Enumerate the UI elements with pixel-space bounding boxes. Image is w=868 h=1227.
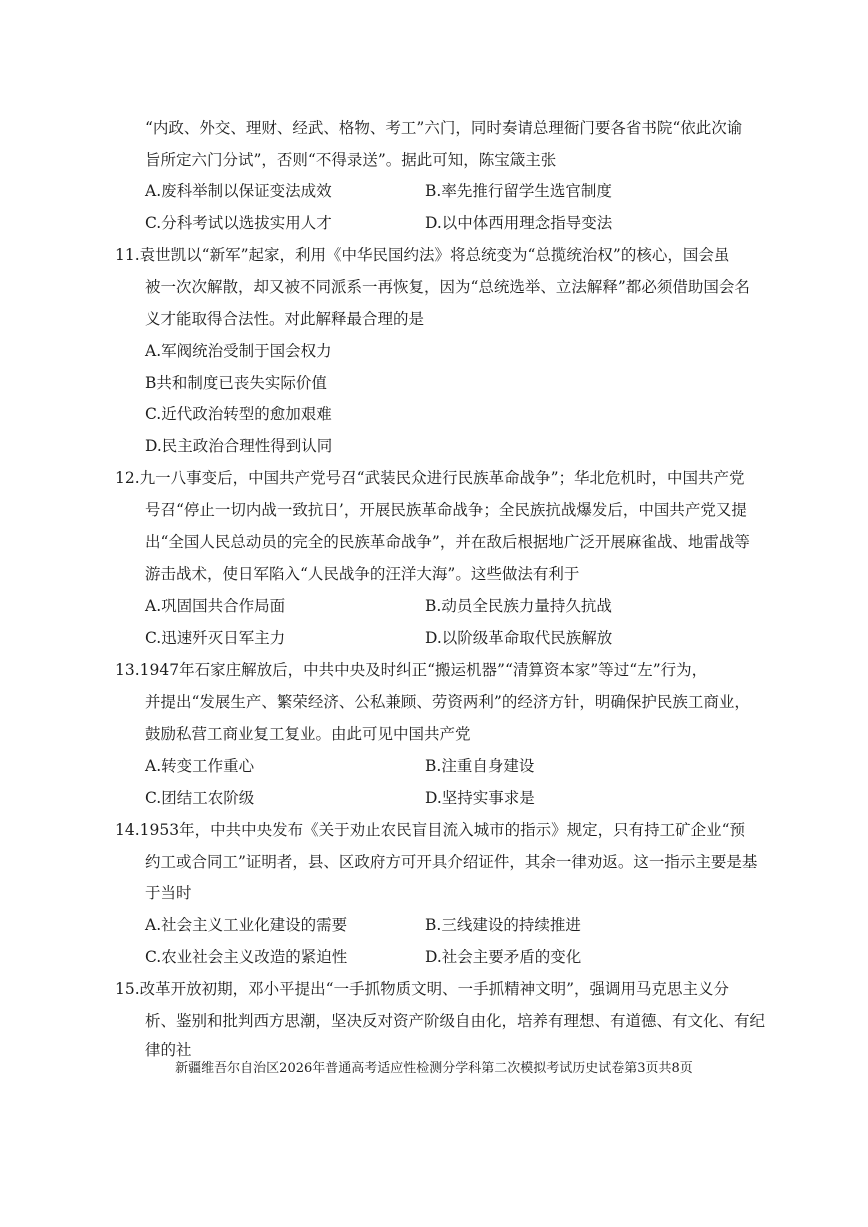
q15-text-line-3: 律的社 — [145, 1041, 192, 1059]
q14-text-line-2: 约工或合同工”证明者，县、区政府方可开具介绍证件，其余一律劝返。这一指示主要是基 — [145, 853, 758, 871]
q11-option-d: D.民主政治合理性得到认同 — [145, 437, 333, 455]
q14-text-line-3: 于当时 — [145, 884, 192, 902]
q12-option-a: A.巩固国共合作局面 — [145, 597, 286, 615]
q12-text-line-3: 出“全国人民总动员的完全的民族革命战争”，并在敌后根据地广泛开展麻雀战、地雷战等 — [145, 533, 750, 551]
q10-option-a: A.废科举制以保证变法成效 — [145, 182, 332, 200]
q12-option-d: D.以阶级革命取代民族解放 — [425, 629, 613, 647]
q14-option-a: A.社会主义工业化建设的需要 — [145, 916, 348, 934]
q11-option-c: C.近代政治转型的愈加艰难 — [145, 405, 332, 423]
q10-option-b: B.率先推行留学生选官制度 — [425, 182, 612, 200]
q10-text-line-2: 旨所定六门分试”，否则“不得录送”。据此可知，陈宝箴主张 — [145, 151, 557, 169]
q11-option-b: B共和制度已丧失实际价值 — [145, 374, 327, 392]
q11-text-line-3: 义才能取得合法性。对此解释最合理的是 — [145, 310, 425, 328]
q12-text-line-1: 12.九一八事变后，中国共产党号召“武装民众进行民族革命战争”；华北危机时，中国共产党 — [115, 469, 745, 487]
q10-option-d: D.以中体西用理念指导变法 — [425, 214, 613, 232]
q15-text-line-1: 15.改革开放初期，邓小平提出“一手抓物质文明、一手抓精神文明”，强调用马克思主义分 — [115, 980, 730, 998]
q11-option-a: A.军阀统治受制于国会权力 — [145, 342, 332, 360]
q13-option-b: B.注重自身建设 — [425, 757, 535, 775]
q15-text-line-2: 析、鉴别和批判西方思潮，坚决反对资产阶级自由化，培养有理想、有道德、有文化、有纪 — [145, 1012, 766, 1030]
q13-text-line-2: 并提出“发展生产、繁荣经济、公私兼顾、劳资两利”的经济方针，明确保护民族工商业， — [145, 693, 750, 711]
q11-text-line-2: 被一次次解散，却又被不同派系一再恢复，因为“总统选举、立法解释”都必须借助国会名 — [145, 278, 750, 296]
q14-option-d: D.社会主要矛盾的变化 — [425, 948, 582, 966]
q11-text-line-1: 11.袁世凯以“新军”起家，利用《中华民国约法》将总统变为“总揽统治权”的核心，国会虽 — [115, 246, 730, 264]
q12-text-line-2: 号召“停止一切内战一致抗日’，开展民族革命战争；全民族抗战爆发后，中国共产党又提 — [145, 501, 747, 519]
q10-option-c: C.分科考试以选拔实用人才 — [145, 214, 332, 232]
q12-text-line-4: 游击战术，使日军陷入“人民战争的汪洋大海”。这些做法有利于 — [145, 565, 580, 583]
q12-option-b: B.动员全民族力量持久抗战 — [425, 597, 612, 615]
q13-option-c: C.团结工农阶级 — [145, 789, 255, 807]
q13-option-d: D.坚持实事求是 — [425, 789, 535, 807]
q13-text-line-3: 鼓励私营工商业复工复业。由此可见中国共产党 — [145, 725, 471, 743]
q13-text-line-1: 13.1947年石家庄解放后，中共中央及时纠正“搬运机器”“清算资本家”等过“左”行为， — [115, 661, 708, 679]
page-footer: 新疆维吾尔自治区2026年普通高考适应性检测分学科第二次模拟考试历史试卷第3页共8页 — [175, 1061, 693, 1076]
q14-text-line-1: 14.1953年，中共中央发布《关于劝止农民盲目流入城市的指示》规定，只有持工矿企业“预 — [115, 821, 746, 839]
q14-option-c: C.农业社会主义改造的紧迫性 — [145, 948, 348, 966]
q14-option-b: B.三线建设的持续推进 — [425, 916, 581, 934]
q13-option-a: A.转变工作重心 — [145, 757, 255, 775]
q12-option-c: C.迅速歼灭日军主力 — [145, 629, 286, 647]
q10-text-line-1: “内政、外交、理财、经武、格物、考工”六门，同时奏请总理衙门要各省书院“依此次谕 — [145, 119, 743, 137]
